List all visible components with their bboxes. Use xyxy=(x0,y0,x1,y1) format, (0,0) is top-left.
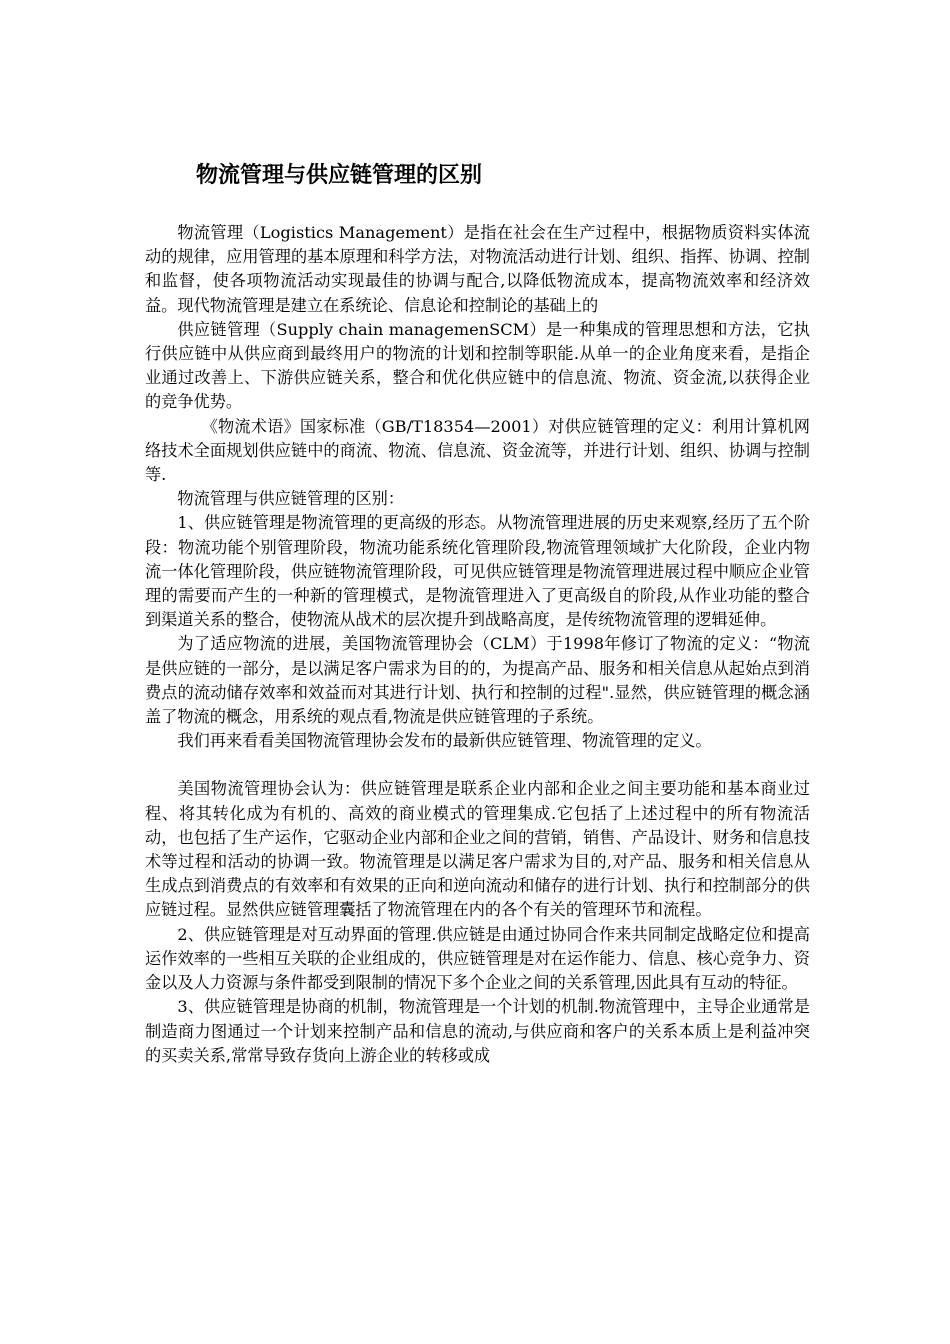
paragraph-scm-definition: 供应链管理（Supply chain managemenSCM）是一种集成的管理思想和方法，它执行供应链中从供应商到最终用户的物流的计划和控制等职能.从单一的企业角度来看，是指企业通过改善上、下游供应链关系，整合和优化供应链中的信息流、物流、资金流,以获得企业的竞争优势。 xyxy=(145,319,810,412)
paragraph-differences-heading: 物流管理与供应链管理的区别： xyxy=(177,489,405,509)
paragraph-national-standard: 《物流术语》国家标准（GB/T18354—2001）对供应链管理的定义：利用计算机网络技术全面规划供应链中的商流、物流、信息流、资金流等，并进行计划、组织、协调与控制等. xyxy=(145,416,810,485)
paragraph-point-1: 1、供应链管理是物流管理的更高级的形态。从物流管理进展的历史来观察,经历了五个阶段：物流功能个别管理阶段，物流功能系统化管理阶段,物流管理领域扩大化阶段，企业内物流一体化管理阶段，供应链物流管理阶段，可见供应链管理是物流管理进展过程中顺应企业管理的需要而产生的一种新的管理模式，是物流管理进入了更高级自的阶段,从作业功能的整合到渠道关系的整合，使物流从战术的层次提升到战略高度，是传统物流管理的逻辑延伸。 xyxy=(145,513,810,630)
document-body xyxy=(145,221,810,1068)
paragraph-point-2: 2、供应链管理是对互动界面的管理.供应链是由通过协同合作来共同制定战略定位和提高运作效率的一些相互关联的企业组成的，供应链管理是对在运作能力、信息、核心竞争力、资金以及人力资源与条件都受到限制的情况下多个企业之间的关系管理,因此具有互动的特征。 xyxy=(145,924,810,993)
paragraph-clm-view: 美国物流管理协会认为：供应链管理是联系企业内部和企业之间主要功能和基本商业过程、将其转化成为有机的、高效的商业模式的管理集成.它包括了上述过程中的所有物流活动，也包括了生产运作，它驱动企业内部和企业之间的营销，销售、产品设计、财务和信息技术等过程和活动的协调一致。物流管理是以满足客户需求为目的,对产品、服务和相关信息从生成点到消费点的有效率和有效果的正向和逆向流动和储存的进行计划、执行和控制部分的供应链过程。显然供应链管理囊括了物流管理在内的各个有关的管理环节和流程。 xyxy=(145,779,810,920)
paragraph-clm-1998: 为了适应物流的进展，美国物流管理协会（CLM）于1998年修订了物流的定义：“物流是供应链的一部分，是以满足客户需求为目的的，为提高产品、服务和相关信息从起始点到消费点的流动储存效率和效益而对其进行计划、执行和控制的过程".显然，供应链管理的概念涵盖了物流的概念，用系统的观点看,物流是供应链管理的子系统。 xyxy=(145,634,810,727)
paragraph-spacer xyxy=(145,753,810,777)
document-title: 物流管理与供应链管理的区别 xyxy=(196,163,483,188)
paragraph-logistics-definition: 物流管理（Logistics Management）是指在社会在生产过程中，根据物质资料实体流动的规律，应用管理的基本原理和科学方法，对物流活动进行计划、组织、指挥、协调、控制和监督，使各项物流活动实现最佳的协调与配合,以降低物流成本，提高物流效率和经济效益。现代物流管理是建立在系统论、信息论和控制论的基础上的 xyxy=(145,223,810,315)
paragraph-point-3: 3、供应链管理是协商的机制，物流管理是一个计划的机制.物流管理中，主导企业通常是制造商力图通过一个计划来控制产品和信息的流动,与供应商和客户的关系本质上是利益冲突的买卖关系,常常导致存货向上游企业的转移或成 xyxy=(145,997,810,1065)
paragraph-latest-definition-intro: 我们再来看看美国物流管理协会发布的最新供应链管理、物流管理的定义。 xyxy=(177,731,712,751)
